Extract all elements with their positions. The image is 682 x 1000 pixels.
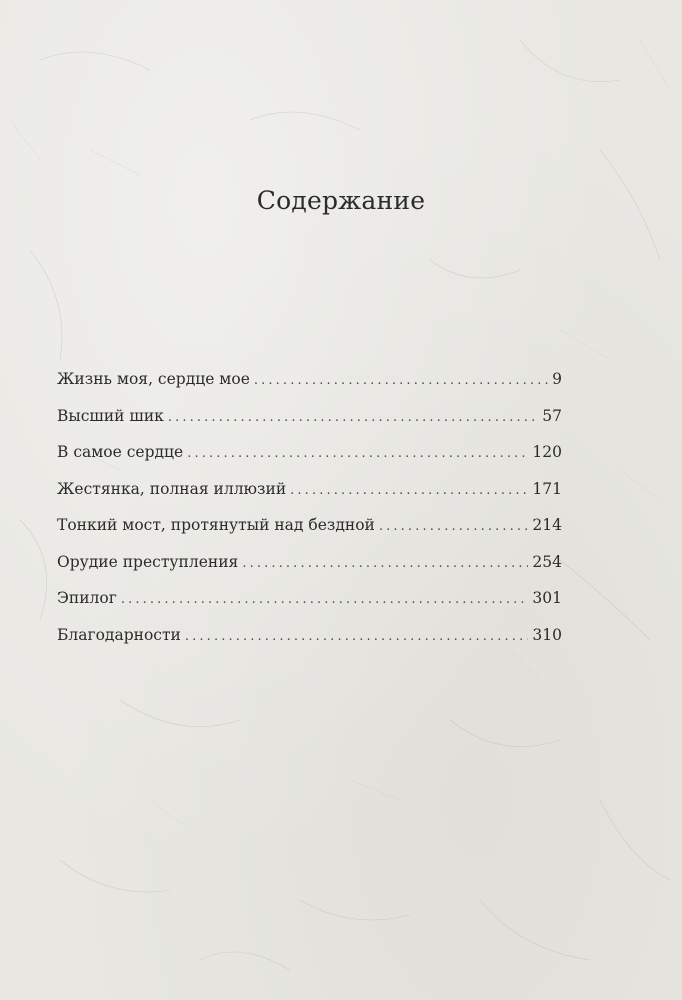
- toc-entry[interactable]: [57, 368, 562, 405]
- toc-entry[interactable]: [57, 405, 562, 442]
- toc-entry-page: 254: [532, 552, 562, 571]
- toc-entry-page: 120: [532, 443, 562, 461]
- toc-entry-label: Жестянка, полная иллюзий: [57, 479, 287, 498]
- toc-entry-label: Жизнь моя, сердце мое: [57, 370, 250, 388]
- table-of-contents: [57, 368, 562, 660]
- toc-entry[interactable]: [57, 624, 562, 661]
- toc-entry[interactable]: [57, 441, 562, 478]
- toc-entry-label: Высший шик: [57, 406, 164, 425]
- toc-entry-label: В самое сердце: [57, 443, 184, 461]
- toc-entry-label: Благодарности: [57, 625, 181, 644]
- toc-entry[interactable]: [57, 478, 562, 515]
- toc-entry-page: 171: [532, 479, 562, 498]
- toc-entry[interactable]: [57, 587, 562, 624]
- toc-entry-page: 310: [532, 625, 562, 644]
- dot-leader: [290, 480, 528, 502]
- toc-entry-page: 301: [532, 589, 562, 607]
- dot-leader: [187, 443, 528, 465]
- toc-entry-page: 9: [552, 370, 562, 388]
- dot-leader: [379, 516, 529, 538]
- dot-leader: [242, 553, 528, 575]
- dot-leader: [168, 407, 538, 429]
- toc-entry-label: Эпилог: [57, 589, 117, 607]
- dot-leader: [185, 626, 529, 648]
- toc-entry-page: 57: [542, 406, 562, 425]
- toc-entry-label: Тонкий мост, протянутый над бездной: [57, 516, 375, 534]
- dot-leader: [121, 589, 529, 611]
- toc-entry-page: 214: [532, 516, 562, 534]
- dot-leader: [254, 370, 548, 392]
- toc-entry-label: Орудие преступления: [57, 552, 239, 571]
- toc-entry[interactable]: [57, 551, 562, 588]
- page-title: Содержание: [256, 186, 426, 215]
- toc-entry[interactable]: [57, 514, 562, 551]
